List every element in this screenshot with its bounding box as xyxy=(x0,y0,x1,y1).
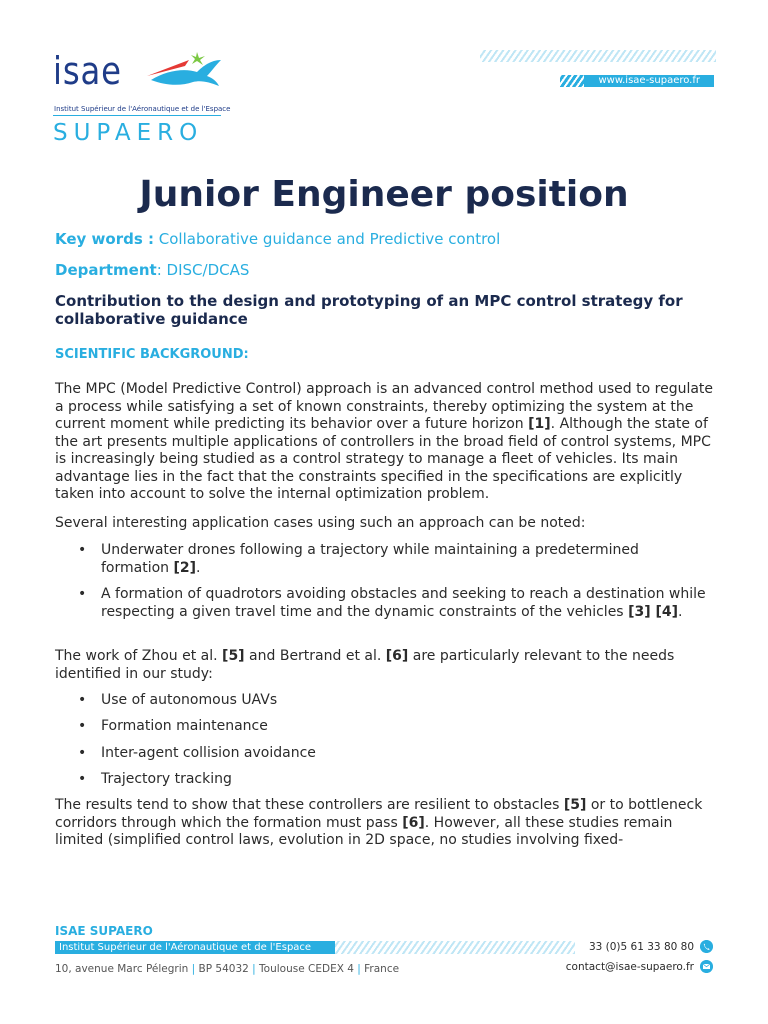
paragraph-related-work xyxy=(55,648,715,683)
list-item-text: . xyxy=(678,603,683,620)
address-country: France xyxy=(364,963,400,975)
reference: [3] [4] xyxy=(628,603,679,620)
keywords-label: Key words : xyxy=(55,230,154,248)
address-po-box: BP 54032 xyxy=(198,963,249,975)
paragraph-text: The MPC (Model Predictive Control) approach is an advanced control method used to regulate a process while satisfying a set of known constraints, thereby optimizing the system at the current moment while predicting its behavior over a future horizon xyxy=(55,381,714,432)
list-item-text: Formation maintenance xyxy=(101,718,268,734)
address-separator: | xyxy=(252,963,256,975)
phone-icon xyxy=(700,940,713,953)
address-separator: | xyxy=(357,963,361,975)
url-bar-hatch xyxy=(560,75,584,87)
footer-phone[interactable]: 33 (0)5 61 33 80 80 xyxy=(588,941,694,953)
website-link[interactable]: www.isae-supaero.fr xyxy=(598,75,700,86)
paragraph-text: and Bertrand et al. xyxy=(244,648,386,664)
footer-hatch-decoration xyxy=(335,941,575,954)
paragraph-text: . Although the state of the art presents multiple applications of controllers in the broad field of control systems, MPC is increasingly being studied as a control strategy to manage a fleet of vehicles. Its main advantage lies in the fact that the constraints specified in the specifications are explicitly taken into account to solve the internal optimization problem. xyxy=(55,416,711,502)
footer-address xyxy=(55,962,399,976)
paragraph-mpc-intro xyxy=(55,381,715,504)
department-value: : DISC/DCAS xyxy=(156,261,250,279)
keywords-line xyxy=(55,229,500,249)
reference: [1] xyxy=(528,416,551,432)
header-hatch-decoration xyxy=(480,50,716,62)
reference: [5] xyxy=(222,648,245,664)
address-city: Toulouse CEDEX 4 xyxy=(259,963,354,975)
list-item-text: A formation of quadrotors avoiding obstacles and seeking to reach a destination while respecting a given travel time and the dynamic constraints of the vehicles xyxy=(101,586,706,620)
department-line xyxy=(55,260,249,280)
logo-wordmark: isae xyxy=(53,49,122,93)
list-item-text: Use of autonomous UAVs xyxy=(101,692,278,708)
logo-subtitle: Institut Supérieur de l'Aéronautique et de l'Espace xyxy=(54,105,231,113)
paragraph-text: . However, all these studies remain limited (simplified control laws, evolution in 2D space, no studies involving fixed- xyxy=(55,814,673,848)
section-heading: SCIENTIFIC BACKGROUND: xyxy=(55,347,249,362)
footer-institute: Institut Supérieur de l'Aéronautique et de l'Espace xyxy=(59,942,312,953)
paragraph-text: The work of Zhou et al. xyxy=(55,648,223,664)
paragraph-text: or to bottleneck corridors through which the formation must pass xyxy=(55,797,703,831)
list-item-text: Trajectory tracking xyxy=(101,771,232,787)
paragraph-text: are particularly relevant to the needs identified in our study: xyxy=(55,648,675,682)
address-separator: | xyxy=(191,963,196,975)
list-item-text: Underwater drones following a trajectory while maintaining a predetermined formation xyxy=(101,542,639,576)
bullet-icon: • xyxy=(78,692,87,708)
reference: [6] xyxy=(402,814,425,831)
bird-icon xyxy=(145,48,225,94)
paragraph-text: The results tend to show that these controllers are resilient to obstacles xyxy=(55,797,564,813)
header-url-bar xyxy=(560,75,714,87)
reference: [6] xyxy=(385,648,409,664)
footer-brand: ISAE SUPAERO xyxy=(55,924,153,938)
address-street: 10, avenue Marc Pélegrin xyxy=(55,963,189,975)
isae-supaero-logo xyxy=(53,48,231,148)
list-item-text: . xyxy=(196,559,201,576)
paragraph-application-cases: Several interesting application cases using such an approach can be noted: xyxy=(55,515,586,531)
mail-icon xyxy=(700,960,713,973)
keywords-value: Collaborative guidance and Predictive control xyxy=(158,230,501,248)
department-label: Department xyxy=(55,261,157,279)
list-item-text: Inter-agent collision avoidance xyxy=(101,745,316,761)
position-subtitle: Contribution to the design and prototyping of an MPC control strategy for collaborative guidance xyxy=(55,292,683,328)
logo-supaero: SUPAERO xyxy=(53,120,204,146)
bullet-icon: • xyxy=(78,718,87,734)
paragraph-results xyxy=(55,797,715,850)
footer-institute-bar xyxy=(55,941,335,954)
reference: [5] xyxy=(563,797,587,813)
bullet-icon: • xyxy=(78,542,87,558)
page-title: Junior Engineer position xyxy=(139,174,629,215)
bullet-icon: • xyxy=(78,586,87,602)
reference: [2] xyxy=(173,559,197,576)
bullet-icon: • xyxy=(78,745,87,761)
bullet-icon: • xyxy=(78,771,87,787)
logo-divider xyxy=(53,115,221,116)
footer-email[interactable]: contact@isae-supaero.fr xyxy=(565,961,694,973)
